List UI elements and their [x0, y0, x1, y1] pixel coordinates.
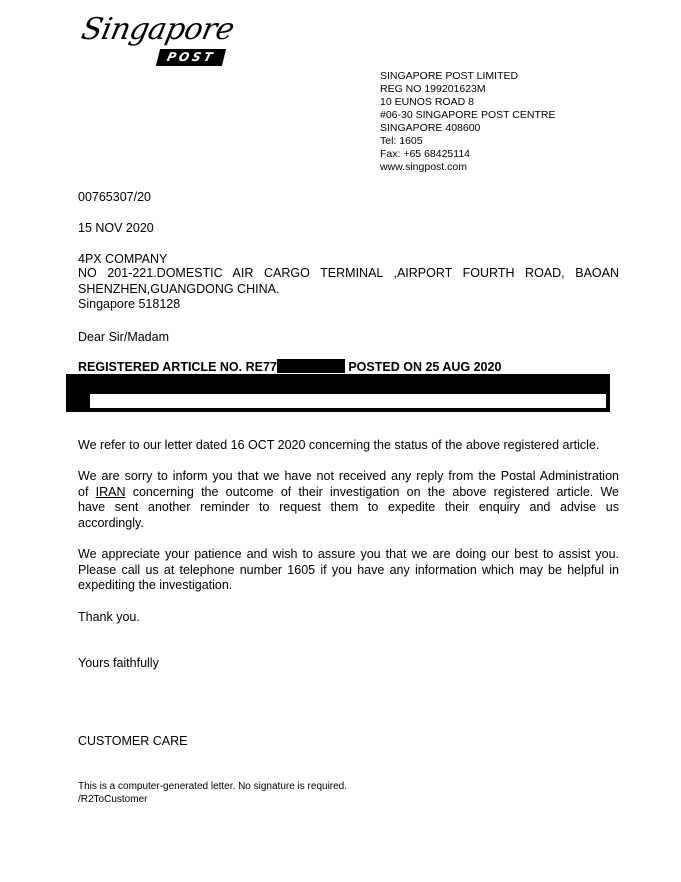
sender-line: SINGAPORE POST LIMITED	[380, 70, 519, 82]
redacted-article-number	[277, 359, 345, 373]
paragraph-appreciation	[78, 547, 619, 594]
sender-line: Tel: 1605	[380, 135, 423, 147]
letter-reference: 00765307/20	[78, 190, 151, 204]
paragraph-reference: We refer to our letter dated 16 OCT 2020 concerning the status of the above registered article.	[78, 438, 600, 452]
logo-post-tag: POST	[156, 49, 226, 66]
thanks-line: Thank you.	[78, 610, 140, 624]
signatory: CUSTOMER CARE	[78, 734, 188, 748]
sender-line: Fax: +65 68425114	[380, 148, 471, 160]
sender-address-block	[380, 70, 555, 174]
paragraph-line: Please call us at telephone number 1605 if you have any information which may be helpful in	[78, 562, 619, 577]
subject-line	[78, 359, 501, 374]
sender-line: www.singpost.com	[380, 161, 467, 173]
salutation: Dear Sir/Madam	[78, 330, 169, 344]
paragraph-line: of IRAN concerning the outcome of their investigation on the above registered article. We	[78, 484, 619, 499]
logo-script-text: Singapore	[78, 12, 238, 47]
singapore-post-logo	[78, 12, 238, 70]
paragraph-no-reply	[78, 469, 619, 531]
recipient-address-line: NO 201-221.DOMESTIC AIR CARGO TERMINAL ,AIRPORT FOURTH ROAD, BAOAN	[78, 266, 619, 280]
letter-date: 15 NOV 2020	[78, 221, 154, 235]
subject-suffix: POSTED ON 25 AUG 2020	[344, 360, 502, 374]
paragraph-line: have sent another reminder to request them to expedite their enquiry and advise us	[78, 500, 619, 514]
closing-line: Yours faithfully	[78, 656, 159, 670]
recipient-address	[78, 266, 619, 313]
country-name: IRAN	[95, 484, 126, 499]
paragraph-line: expediting the investigation.	[78, 578, 233, 592]
sender-line: SINGAPORE 408600	[380, 122, 481, 134]
paragraph-line: We appreciate your patience and wish to assure you that we are doing our best to assist you.	[78, 547, 619, 561]
footer-code: /R2ToCustomer	[78, 794, 148, 805]
subject-prefix: REGISTERED ARTICLE NO. RE77	[78, 360, 277, 374]
redaction-blank	[90, 394, 606, 408]
sender-line: 10 EUNOS ROAD 8	[380, 96, 474, 108]
paragraph-line: accordingly.	[78, 515, 144, 530]
recipient-address-line: SHENZHEN,GUANGDONG CHINA.	[78, 281, 280, 296]
recipient-address-line: Singapore 518128	[78, 297, 181, 311]
paragraph-line: We are sorry to inform you that we have not received any reply from the Postal Administration	[78, 469, 619, 483]
sender-line: REG NO 199201623M	[380, 83, 486, 95]
footer-note: This is a computer-generated letter. No signature is required.	[78, 781, 348, 792]
sender-line: #06-30 SINGAPORE POST CENTRE	[380, 109, 556, 121]
recipient-company: 4PX COMPANY	[78, 252, 168, 266]
